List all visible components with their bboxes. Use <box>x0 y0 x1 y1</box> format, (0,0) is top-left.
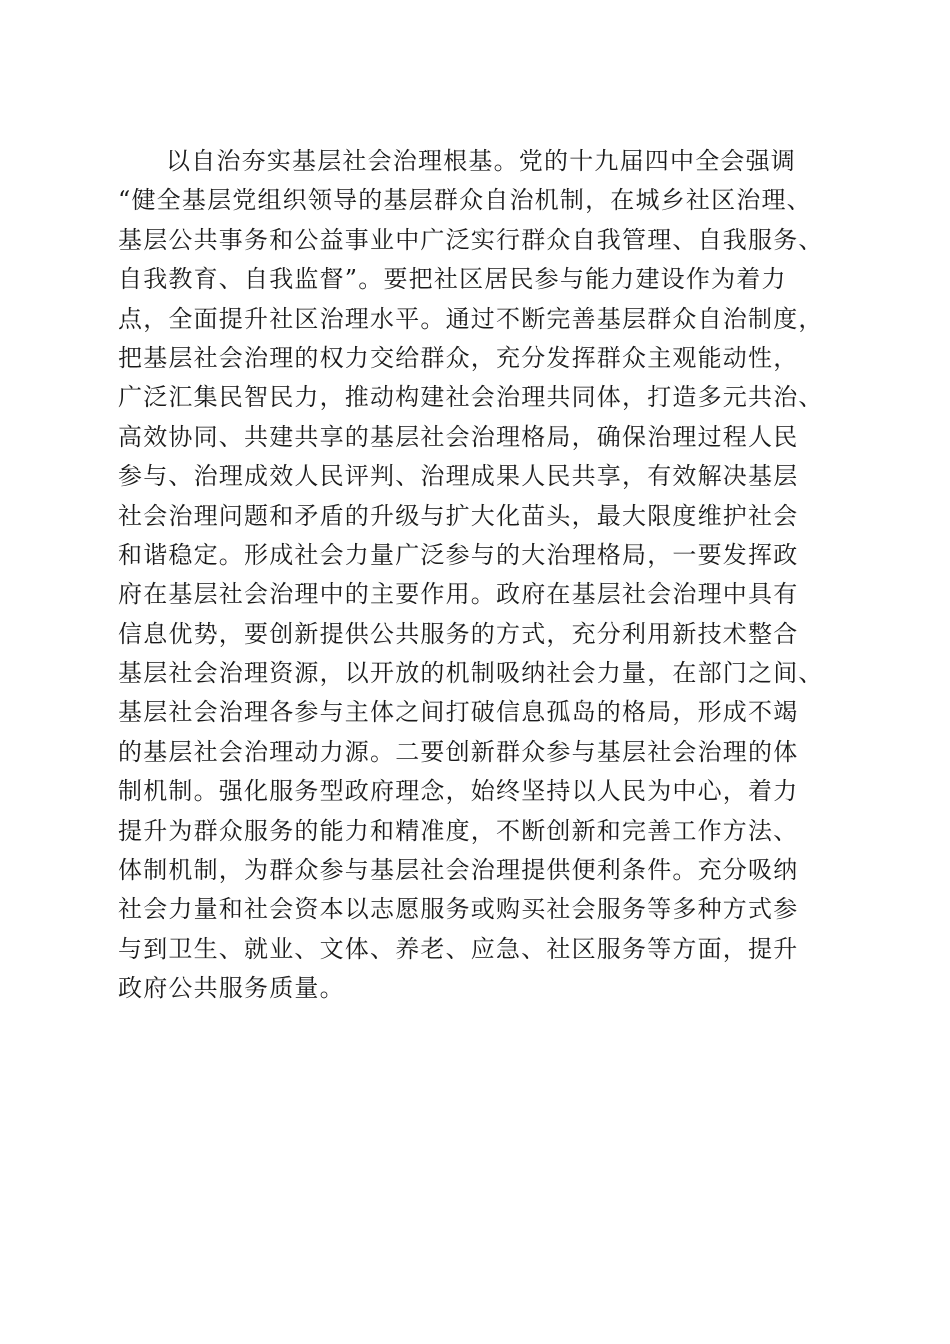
paragraph-line: 信息优势，要创新提供公共服务的方式，充分利用新技术整合 <box>118 619 799 648</box>
paragraph-line: “健全基层党组织领导的基层群众自治机制，在城乡社区治理、 <box>118 186 812 215</box>
paragraph-line: 提升为群众服务的能力和精准度，不断创新和完善工作方法、 <box>118 816 799 845</box>
paragraph-line: 广泛汇集民智民力，推动构建社会治理共同体，打造多元共治、 <box>118 383 824 412</box>
paragraph-line: 与到卫生、就业、文体、养老、应急、社区服务等方面，提升 <box>118 934 799 963</box>
paragraph-line: 和谐稳定。形成社会力量广泛参与的大治理格局，一要发挥政 <box>118 540 799 569</box>
paragraph-line: 体制机制，为群众参与基层社会治理提供便利条件。充分吸纳 <box>118 856 799 885</box>
paragraph-line: 社会治理问题和矛盾的升级与扩大化苗头，最大限度维护社会 <box>118 501 799 530</box>
body-paragraph <box>118 142 838 1009</box>
paragraph-line: 以自治夯实基层社会治理根基。党的十九届四中全会强调 <box>166 147 796 175</box>
paragraph-line: 的基层社会治理动力源。二要创新群众参与基层社会治理的体 <box>118 737 799 766</box>
paragraph-line: 基层公共事务和公益事业中广泛实行群众自我管理、自我服务、 <box>118 225 824 254</box>
paragraph-line: 政府公共服务质量。 <box>118 974 345 1003</box>
paragraph-line: 社会力量和社会资本以志愿服务或购买社会服务等多种方式参 <box>118 895 799 924</box>
paragraph-line: 把基层社会治理的权力交给群众，充分发挥群众主观能动性， <box>118 343 799 372</box>
paragraph-line: 府在基层社会治理中的主要作用。政府在基层社会治理中具有 <box>118 580 799 609</box>
paragraph-line: 参与、治理成效人民评判、治理成果人民共享，有效解决基层 <box>118 462 799 491</box>
paragraph-line: 高效协同、共建共享的基层社会治理格局，确保治理过程人民 <box>118 422 799 451</box>
paragraph-line: 基层社会治理资源，以开放的机制吸纳社会力量，在部门之间、 <box>118 659 824 688</box>
paragraph-line: 点，全面提升社区治理水平。通过不断完善基层群众自治制度， <box>118 304 824 333</box>
paragraph-line: 制机制。强化服务型政府理念，始终坚持以人民为中心，着力 <box>118 777 799 806</box>
paragraph-line: 自我教育、自我监督”。要把社区居民参与能力建设作为着力 <box>118 265 787 294</box>
paragraph-line: 基层社会治理各参与主体之间打破信息孤岛的格局，形成不竭 <box>118 698 799 727</box>
